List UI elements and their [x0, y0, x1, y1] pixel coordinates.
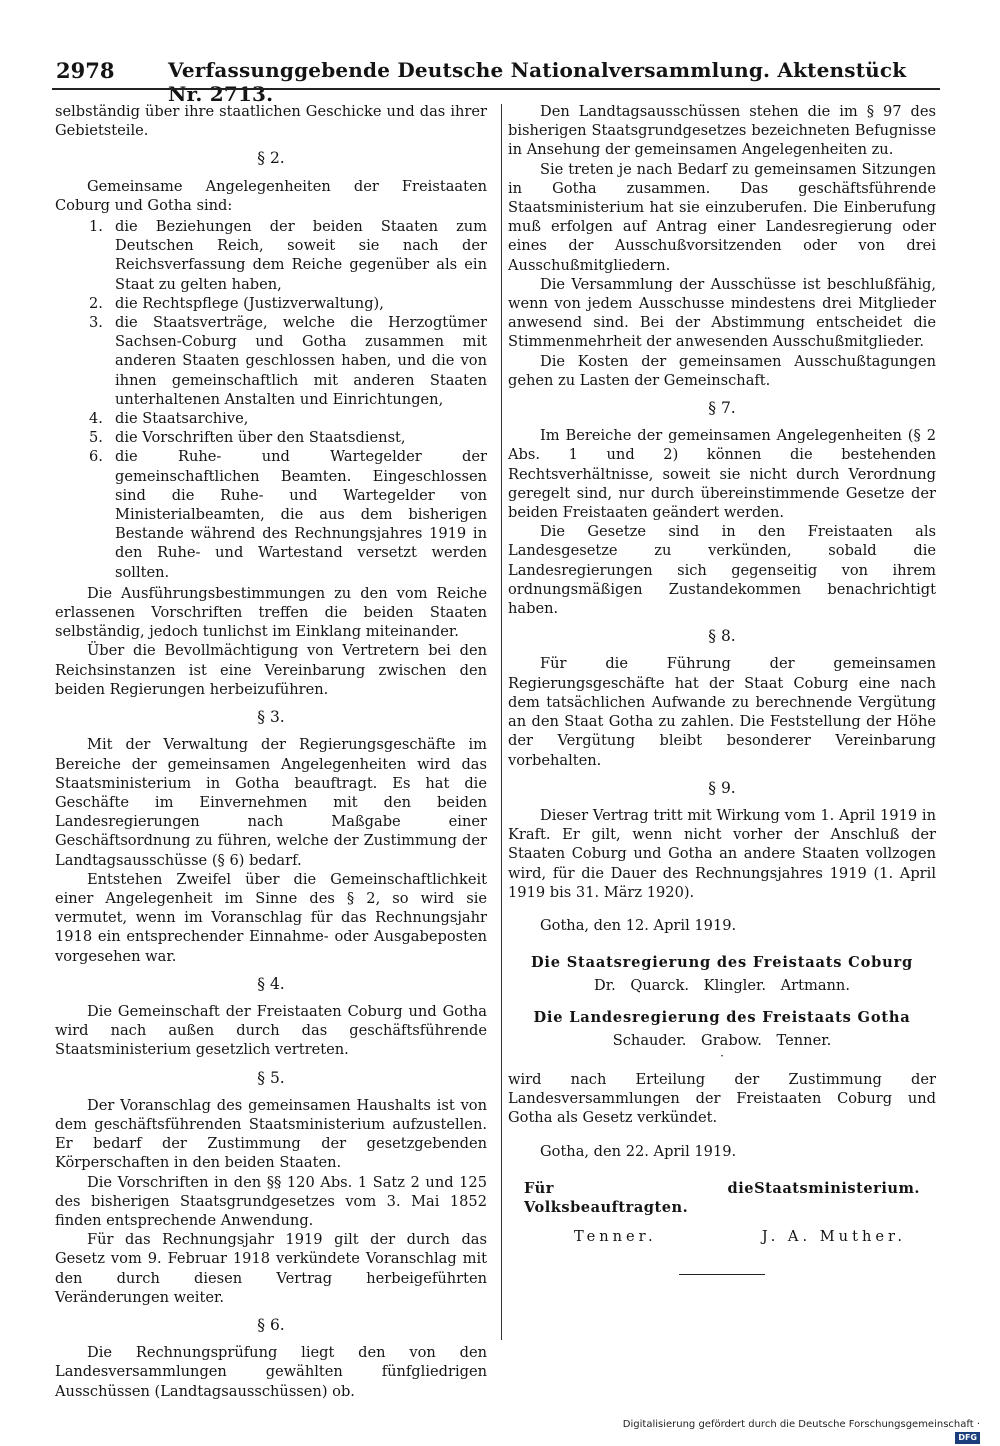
section-heading-7: § 7.: [708, 399, 736, 418]
list-item: [55, 217, 487, 294]
paragraph: Mit der Verwaltung der Regierungsgeschäfte im Bereiche der gemeinsamen Angelegenheiten wird das Staatsministerium in Gotha beauftragt. Es hat die Geschäfte im Einvernehmen mit den beiden Landesregierungen nach Maßgabe einer Geschäftsordnung zu führen, welche der Zustimmung der Landtagsausschüsse (§ 6) bedarf.: [55, 736, 487, 869]
signatory-names: Dr. Quarck. Klingler. Artmann.: [594, 977, 850, 995]
section-heading-8: § 8.: [708, 627, 736, 646]
date-line: Gotha, den 22. April 1919.: [540, 1142, 737, 1160]
paragraph: Die Gemeinschaft der Freistaaten Coburg und Gotha wird nach außen durch das geschäftsführende Staatsministerium gesetzlich vertreten.: [55, 1002, 487, 1059]
section-heading-6: § 6.: [257, 1315, 285, 1334]
paragraph: Für das Rechnungsjahr 1919 gilt der durch das Gesetz vom 9. Februar 1918 verkündete Voranschlag mit den durch diesen Vertrag herbeigeführten Veränderungen weiter.: [55, 1231, 487, 1306]
header-rule: [52, 88, 940, 90]
left-column: [55, 102, 487, 1401]
paragraph: Dieser Vertrag tritt mit Wirkung vom 1. April 1919 in Kraft. Er gilt, wenn nicht vorher der Anschluß der Staaten Coburg und Gotha an andere Staaten vollzogen wird, für die Dauer des Rechnungsjahres 1919 (1. April 1919 bis 31. März 1920).: [508, 806, 936, 901]
paragraph: Die Rechnungsprüfung liegt den von den Landesversammlungen gewählten fünfgliedrigen Ausschüssen (Landtagsausschüssen) ob.: [55, 1344, 487, 1400]
footer-text: Digitalisierung gefördert durch die Deutsche Forschungsgemeinschaft ·: [622, 1419, 980, 1430]
signature-name-left: Tenner.: [574, 1228, 657, 1246]
paragraph: selbständig über ihre staatlichen Geschicke und das ihrer Gebietsteile.: [55, 103, 487, 140]
digitization-footer: [600, 1418, 980, 1442]
column-divider: [501, 104, 502, 1340]
page-header: [52, 56, 940, 106]
signature-names: [508, 1227, 936, 1246]
list-item: [55, 409, 487, 428]
page-number: 2978: [56, 58, 115, 83]
signature-name-right: J. A. Muther.: [761, 1228, 906, 1246]
signature-titles: [508, 1179, 936, 1217]
section-heading-5: § 5.: [257, 1068, 285, 1087]
separator-dot: ·: [720, 1048, 724, 1063]
dfg-logo: DFG: [955, 1432, 980, 1444]
list-number: 1.: [89, 218, 103, 236]
signature-title-right: Staatsministerium.: [754, 1179, 920, 1197]
paragraph: Entstehen Zweifel über die Gemeinschaftlichkeit einer Angelegenheit im Sinne des § 2, so wird sie vermutet, wenn im Voranschlag für das Rechnungsjahr 1918 ein entsprechender Einnahme- oder Ausgabeposten vorgesehen war.: [55, 870, 487, 965]
paragraph: wird nach Erteilung der Zustimmung der Landesversammlungen der Freistaaten Coburg und Gotha als Gesetz verkündet.: [508, 1070, 936, 1127]
list-item-text: die Ruhe- und Wartegelder der gemeinschaftlichen Beamten. Eingeschlossen sind die Ruhe- und Wartegelder von Ministerialbeamten, die aus dem bisherigen Bestande während des Rechnungsjahres 1919 in den Ruhe- und Wartestand versetzt werden sollten.: [115, 448, 487, 581]
section-heading-3: § 3.: [257, 708, 285, 727]
section-heading-9: § 9.: [708, 778, 736, 797]
end-rule: [679, 1274, 765, 1275]
right-column: [508, 102, 936, 1275]
signatory-title: Die Landesregierung des Freistaats Gotha: [533, 1008, 911, 1026]
paragraph: Für die Führung der gemeinsamen Regierungsgeschäfte hat der Staat Coburg eine nach dem tatsächlichen Aufwande zu berechnende Vergütung an den Staat Gotha zu zahlen. Die Feststellung der Höhe der Vergütung bleibt besonderer Vereinbarung vorbehalten.: [508, 655, 936, 769]
list-item: [55, 447, 487, 581]
paragraph: Die Versammlung der Ausschüsse ist beschlußfähig, wenn von jedem Ausschusse mindestens drei Mitglieder anwesend sind. Bei der Abstimmung entscheidet die Stimmenmehrheit der anwesenden Ausschußmitglieder.: [508, 275, 936, 351]
paragraph: Die Vorschriften in den §§ 120 Abs. 1 Satz 2 und 125 des bisherigen Staatsgrundgesetzes vom 3. Mai 1852 finden entsprechende Anwendung.: [55, 1173, 487, 1229]
list-item-text: die Staatsverträge, welche die Herzogtümer Sachsen-Coburg und Gotha zusammen mit anderen Staaten geschlossen haben, und die von ihnen gemeinschaftlich mit anderen Staaten unterhaltenen Anstalten und Einrichtungen,: [115, 314, 487, 408]
list-number: 3.: [89, 314, 103, 332]
list-item-text: die Staatsarchive,: [115, 410, 249, 428]
signature-title-left: Für die Volksbeauftragten.: [524, 1179, 755, 1216]
list-number: 4.: [89, 410, 103, 428]
running-title: Verfassunggebende Deutsche Nationalversammlung. Aktenstück Nr. 2713.: [168, 58, 907, 106]
enumerated-list: [55, 217, 487, 582]
list-item: [55, 428, 487, 447]
paragraph: Die Ausführungsbestimmungen zu den vom Reiche erlassenen Vorschriften treffen die beiden Staaten selbständig, jedoch tunlichst im Einklang miteinander.: [55, 584, 487, 641]
list-item-text: die Beziehungen der beiden Staaten zum Deutschen Reich, soweit sie nach der Reichsverfassung dem Reiche gegenüber als ein Staat zu gelten haben,: [115, 218, 487, 293]
paragraph: Den Landtagsausschüssen stehen die im § 97 des bisherigen Staatsgrundgesetzes bezeichneten Befugnisse in Ansehung der gemeinsamen Angelegenheiten zu.: [508, 103, 936, 159]
section-heading-4: § 4.: [257, 974, 285, 993]
paragraph: Die Gesetze sind in den Freistaaten als Landesgesetze zu verkünden, sobald die Landesregierungen sich gegenseitig von ihrem ordnungsmäßigen Zustandekommen benachrichtigt haben.: [508, 523, 936, 618]
date-line: Gotha, den 12. April 1919.: [540, 916, 737, 934]
paragraph: Die Kosten der gemeinsamen Ausschußtagungen gehen zu Lasten der Gemeinschaft.: [508, 352, 936, 389]
paragraph: Der Voranschlag des gemeinsamen Haushalts ist von dem geschäftsführenden Staatsministerium aufzustellen. Er bedarf der Zustimmung der gesetzgebenden Körperschaften in den beiden Staaten.: [55, 1096, 487, 1172]
paragraph: Über die Bevollmächtigung von Vertretern bei den Reichsinstanzen ist eine Vereinbarung zwischen den beiden Regierungen herbeizuführen.: [55, 642, 487, 698]
signatory-title: Die Staatsregierung des Freistaats Coburg: [530, 954, 914, 972]
paragraph: Sie treten je nach Bedarf zu gemeinsamen Sitzungen in Gotha zusammen. Das geschäftsführende Staatsministerium hat sie einzuberufen. Die Einberufung muß erfolgen auf Antrag einer Landesregierung oder eines der Ausschußvorsitzenden oder von drei Ausschußmitgliedern.: [508, 160, 936, 274]
paragraph: Im Bereiche der gemeinsamen Angelegenheiten (§ 2 Abs. 1 und 2) können die bestehenden Rechtsverhältnisse, soweit sie nicht durch Verordnung geregelt sind, nur durch übereinstimmende Gesetze der beiden Freistaaten geändert werden.: [508, 427, 936, 522]
list-item: [55, 313, 487, 409]
list-number: 2.: [89, 294, 103, 312]
section-heading-2: § 2.: [257, 149, 285, 168]
list-number: 6.: [89, 448, 103, 466]
list-number: 5.: [89, 429, 103, 447]
signatory-names: Schauder. Grabow. Tenner.: [612, 1031, 832, 1049]
list-item: [55, 294, 487, 313]
paragraph: Gemeinsame Angelegenheiten der Freistaaten Coburg und Gotha sind:: [55, 177, 487, 214]
list-item-text: die Rechtspflege (Justizverwaltung),: [115, 294, 384, 312]
list-item-text: die Vorschriften über den Staatsdienst,: [115, 429, 406, 447]
